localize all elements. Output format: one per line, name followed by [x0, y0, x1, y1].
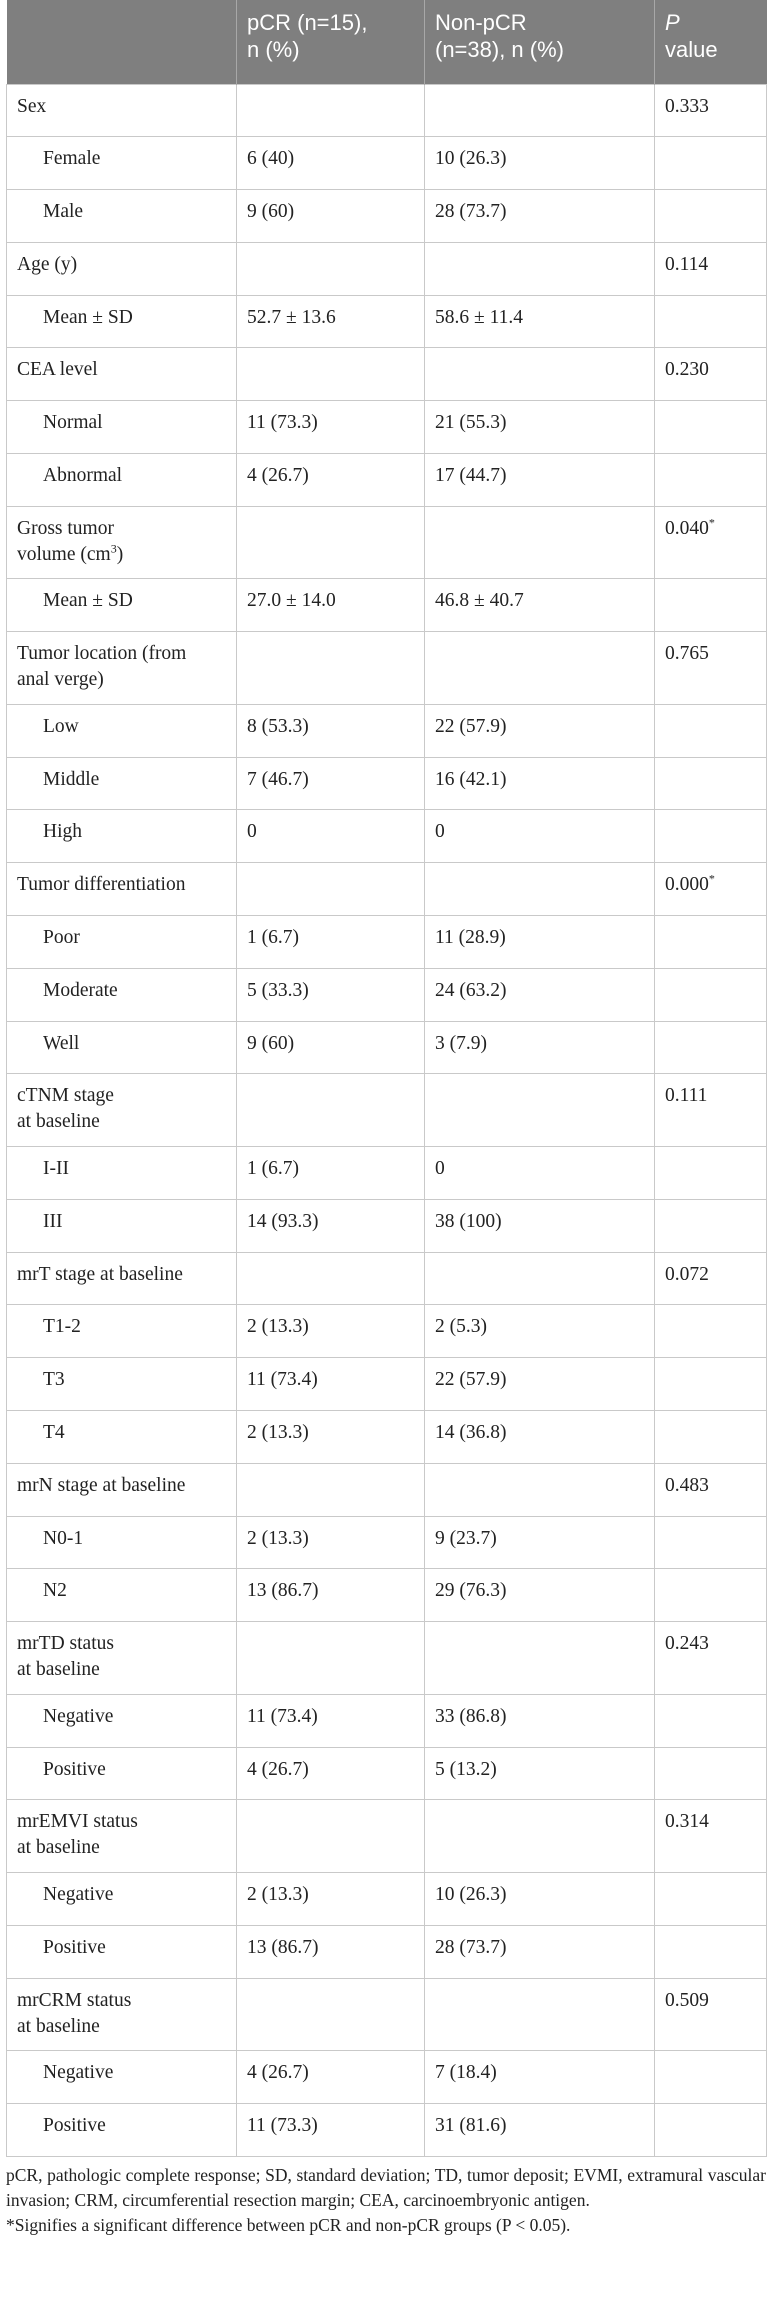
pcr-value	[237, 1978, 425, 2051]
pcr-value	[237, 863, 425, 916]
row-label: Positive	[7, 2103, 237, 2156]
table-row	[7, 1305, 767, 1358]
nonpcr-value: 0	[425, 1147, 655, 1200]
table-container	[6, 0, 772, 2157]
row-label: T3	[7, 1358, 237, 1411]
pcr-value: 8 (53.3)	[237, 704, 425, 757]
p-value: 0.230	[655, 348, 767, 401]
p-value: 0.483	[655, 1463, 767, 1516]
header-nonpcr-column: Non-pCR (n=38), n (%)	[425, 0, 655, 84]
p-value	[655, 1021, 767, 1074]
nonpcr-value: 10 (26.3)	[425, 137, 655, 190]
pcr-value: 2 (13.3)	[237, 1872, 425, 1925]
row-label: Mean ± SD	[7, 295, 237, 348]
table-row	[7, 1800, 767, 1873]
table-row	[7, 579, 767, 632]
nonpcr-value: 5 (13.2)	[425, 1747, 655, 1800]
row-label: Age (y)	[7, 242, 237, 295]
table-row	[7, 968, 767, 1021]
table-row	[7, 1074, 767, 1147]
row-label: Sex	[7, 84, 237, 137]
pcr-value: 52.7 ± 13.6	[237, 295, 425, 348]
nonpcr-value: 11 (28.9)	[425, 916, 655, 969]
table-row	[7, 1516, 767, 1569]
table-row	[7, 757, 767, 810]
row-label: Tumor differentiation	[7, 863, 237, 916]
pcr-value: 9 (60)	[237, 1021, 425, 1074]
table-row	[7, 454, 767, 507]
pcr-value	[237, 84, 425, 137]
table-row	[7, 190, 767, 243]
nonpcr-value: 0	[425, 810, 655, 863]
pcr-value: 27.0 ± 14.0	[237, 579, 425, 632]
pcr-value: 11 (73.3)	[237, 401, 425, 454]
table-row	[7, 1978, 767, 2051]
p-value	[655, 916, 767, 969]
pcr-value	[237, 632, 425, 705]
row-label: III	[7, 1199, 237, 1252]
p-value: 0.114	[655, 242, 767, 295]
row-label: Male	[7, 190, 237, 243]
row-label: Negative	[7, 2051, 237, 2104]
table-footnotes	[6, 2163, 766, 2238]
nonpcr-value	[425, 506, 655, 579]
p-value: 0.072	[655, 1252, 767, 1305]
nonpcr-value	[425, 1978, 655, 2051]
row-label: N0-1	[7, 1516, 237, 1569]
row-label: mrCRM status at baseline	[7, 1978, 237, 2051]
table-row	[7, 506, 767, 579]
p-value	[655, 295, 767, 348]
p-value: 0.314	[655, 1800, 767, 1873]
table-row	[7, 137, 767, 190]
p-value: 0.243	[655, 1622, 767, 1695]
row-label: Tumor location (from anal verge)	[7, 632, 237, 705]
p-value: 0.000*	[655, 863, 767, 916]
pcr-value	[237, 1074, 425, 1147]
nonpcr-value	[425, 1463, 655, 1516]
row-label: CEA level	[7, 348, 237, 401]
row-label: Moderate	[7, 968, 237, 1021]
p-value	[655, 757, 767, 810]
nonpcr-value	[425, 1622, 655, 1695]
table-row	[7, 1872, 767, 1925]
row-label: Positive	[7, 1925, 237, 1978]
nonpcr-value: 21 (55.3)	[425, 401, 655, 454]
pcr-value: 11 (73.4)	[237, 1358, 425, 1411]
row-label: Negative	[7, 1694, 237, 1747]
p-value	[655, 1569, 767, 1622]
nonpcr-value	[425, 632, 655, 705]
pcr-value	[237, 1252, 425, 1305]
table-row	[7, 632, 767, 705]
pcr-value: 1 (6.7)	[237, 1147, 425, 1200]
pcr-value: 9 (60)	[237, 190, 425, 243]
row-label: mrTD status at baseline	[7, 1622, 237, 1695]
pcr-value: 5 (33.3)	[237, 968, 425, 1021]
nonpcr-value: 22 (57.9)	[425, 704, 655, 757]
significance-footnote: *Signifies a significant difference between pCR and non-pCR groups (P < 0.05).	[6, 2215, 571, 2235]
p-value: 0.333	[655, 84, 767, 137]
nonpcr-value: 31 (81.6)	[425, 2103, 655, 2156]
table-row	[7, 863, 767, 916]
nonpcr-value: 3 (7.9)	[425, 1021, 655, 1074]
p-value: 0.111	[655, 1074, 767, 1147]
row-label: mrEMVI status at baseline	[7, 1800, 237, 1873]
nonpcr-value	[425, 1074, 655, 1147]
nonpcr-value: 22 (57.9)	[425, 1358, 655, 1411]
pcr-value: 2 (13.3)	[237, 1411, 425, 1464]
table-row	[7, 1358, 767, 1411]
p-value	[655, 1199, 767, 1252]
p-value	[655, 2051, 767, 2104]
p-value	[655, 1147, 767, 1200]
row-label: T4	[7, 1411, 237, 1464]
table-row	[7, 1199, 767, 1252]
nonpcr-value	[425, 348, 655, 401]
pcr-value: 1 (6.7)	[237, 916, 425, 969]
pcr-value: 7 (46.7)	[237, 757, 425, 810]
table-row	[7, 2051, 767, 2104]
p-value	[655, 454, 767, 507]
nonpcr-value: 17 (44.7)	[425, 454, 655, 507]
nonpcr-value	[425, 1800, 655, 1873]
table-row	[7, 1411, 767, 1464]
pcr-value: 4 (26.7)	[237, 2051, 425, 2104]
row-label: mrN stage at baseline	[7, 1463, 237, 1516]
p-value	[655, 1747, 767, 1800]
pcr-value: 6 (40)	[237, 137, 425, 190]
row-label: Positive	[7, 1747, 237, 1800]
nonpcr-value: 10 (26.3)	[425, 1872, 655, 1925]
table-row	[7, 401, 767, 454]
row-label: High	[7, 810, 237, 863]
p-value	[655, 137, 767, 190]
pcr-value	[237, 1622, 425, 1695]
p-value	[655, 1516, 767, 1569]
nonpcr-value: 16 (42.1)	[425, 757, 655, 810]
p-value	[655, 810, 767, 863]
nonpcr-value: 2 (5.3)	[425, 1305, 655, 1358]
p-value: 0.509	[655, 1978, 767, 2051]
pcr-value: 13 (86.7)	[237, 1925, 425, 1978]
nonpcr-value: 46.8 ± 40.7	[425, 579, 655, 632]
nonpcr-value: 28 (73.7)	[425, 1925, 655, 1978]
nonpcr-value: 28 (73.7)	[425, 190, 655, 243]
row-label: Normal	[7, 401, 237, 454]
nonpcr-value: 7 (18.4)	[425, 2051, 655, 2104]
table-row	[7, 84, 767, 137]
pcr-value: 2 (13.3)	[237, 1305, 425, 1358]
pcr-value	[237, 1463, 425, 1516]
nonpcr-value	[425, 863, 655, 916]
row-label: Low	[7, 704, 237, 757]
table-row	[7, 1694, 767, 1747]
pcr-value: 2 (13.3)	[237, 1516, 425, 1569]
header-p-value-column: P value	[655, 0, 767, 84]
row-label: cTNM stage at baseline	[7, 1074, 237, 1147]
p-value	[655, 579, 767, 632]
pcr-value	[237, 242, 425, 295]
pcr-value: 11 (73.3)	[237, 2103, 425, 2156]
nonpcr-value: 58.6 ± 11.4	[425, 295, 655, 348]
p-value	[655, 190, 767, 243]
row-label: I-II	[7, 1147, 237, 1200]
table-row	[7, 1252, 767, 1305]
pcr-value	[237, 506, 425, 579]
pcr-value: 11 (73.4)	[237, 1694, 425, 1747]
table-row	[7, 1747, 767, 1800]
table-row	[7, 1925, 767, 1978]
nonpcr-value: 9 (23.7)	[425, 1516, 655, 1569]
nonpcr-value	[425, 84, 655, 137]
header-label-column	[7, 0, 237, 84]
p-value	[655, 1358, 767, 1411]
p-value	[655, 1872, 767, 1925]
pcr-value	[237, 1800, 425, 1873]
table-row	[7, 704, 767, 757]
p-value	[655, 401, 767, 454]
nonpcr-value: 33 (86.8)	[425, 1694, 655, 1747]
pcr-value	[237, 348, 425, 401]
p-value	[655, 704, 767, 757]
row-label: Poor	[7, 916, 237, 969]
p-value	[655, 2103, 767, 2156]
row-label: Well	[7, 1021, 237, 1074]
row-label: Middle	[7, 757, 237, 810]
header-pcr-column: pCR (n=15), n (%)	[237, 0, 425, 84]
significance-marker: *	[708, 515, 715, 530]
row-label: Gross tumor volume $(cm^3)$	[7, 506, 237, 579]
table-row	[7, 2103, 767, 2156]
table-header-row	[7, 0, 767, 84]
p-value	[655, 1925, 767, 1978]
pcr-value: 0	[237, 810, 425, 863]
p-value: 0.040*	[655, 506, 767, 579]
nonpcr-value: 24 (63.2)	[425, 968, 655, 1021]
p-value	[655, 968, 767, 1021]
table-row	[7, 348, 767, 401]
table-row	[7, 242, 767, 295]
table-row	[7, 1463, 767, 1516]
pcr-value: 14 (93.3)	[237, 1199, 425, 1252]
p-value: 0.765	[655, 632, 767, 705]
table-row	[7, 810, 767, 863]
p-value	[655, 1305, 767, 1358]
nonpcr-value: 38 (100)	[425, 1199, 655, 1252]
table-row	[7, 1569, 767, 1622]
table-row	[7, 295, 767, 348]
row-label: Female	[7, 137, 237, 190]
nonpcr-value: 29 (76.3)	[425, 1569, 655, 1622]
table-row	[7, 1021, 767, 1074]
pcr-value: 4 (26.7)	[237, 1747, 425, 1800]
p-value	[655, 1411, 767, 1464]
nonpcr-value: 14 (36.8)	[425, 1411, 655, 1464]
row-label: Mean ± SD	[7, 579, 237, 632]
row-label: N2	[7, 1569, 237, 1622]
nonpcr-value	[425, 242, 655, 295]
p-value	[655, 1694, 767, 1747]
table-row	[7, 1622, 767, 1695]
nonpcr-value	[425, 1252, 655, 1305]
pcr-value: 4 (26.7)	[237, 454, 425, 507]
patient-characteristics-table	[6, 0, 767, 2157]
significance-marker: *	[708, 871, 715, 886]
row-label: Abnormal	[7, 454, 237, 507]
pcr-value: 13 (86.7)	[237, 1569, 425, 1622]
table-row	[7, 916, 767, 969]
table-row	[7, 1147, 767, 1200]
row-label: T1-2	[7, 1305, 237, 1358]
row-label: mrT stage at baseline	[7, 1252, 237, 1305]
abbreviations-footnote: pCR, pathologic complete response; SD, standard deviation; TD, tumor deposit; EVMI, extramural vascular invasion; CRM, circumferential resection margin; CEA, carcinoembryonic antigen.	[6, 2165, 766, 2210]
row-label: Negative	[7, 1872, 237, 1925]
